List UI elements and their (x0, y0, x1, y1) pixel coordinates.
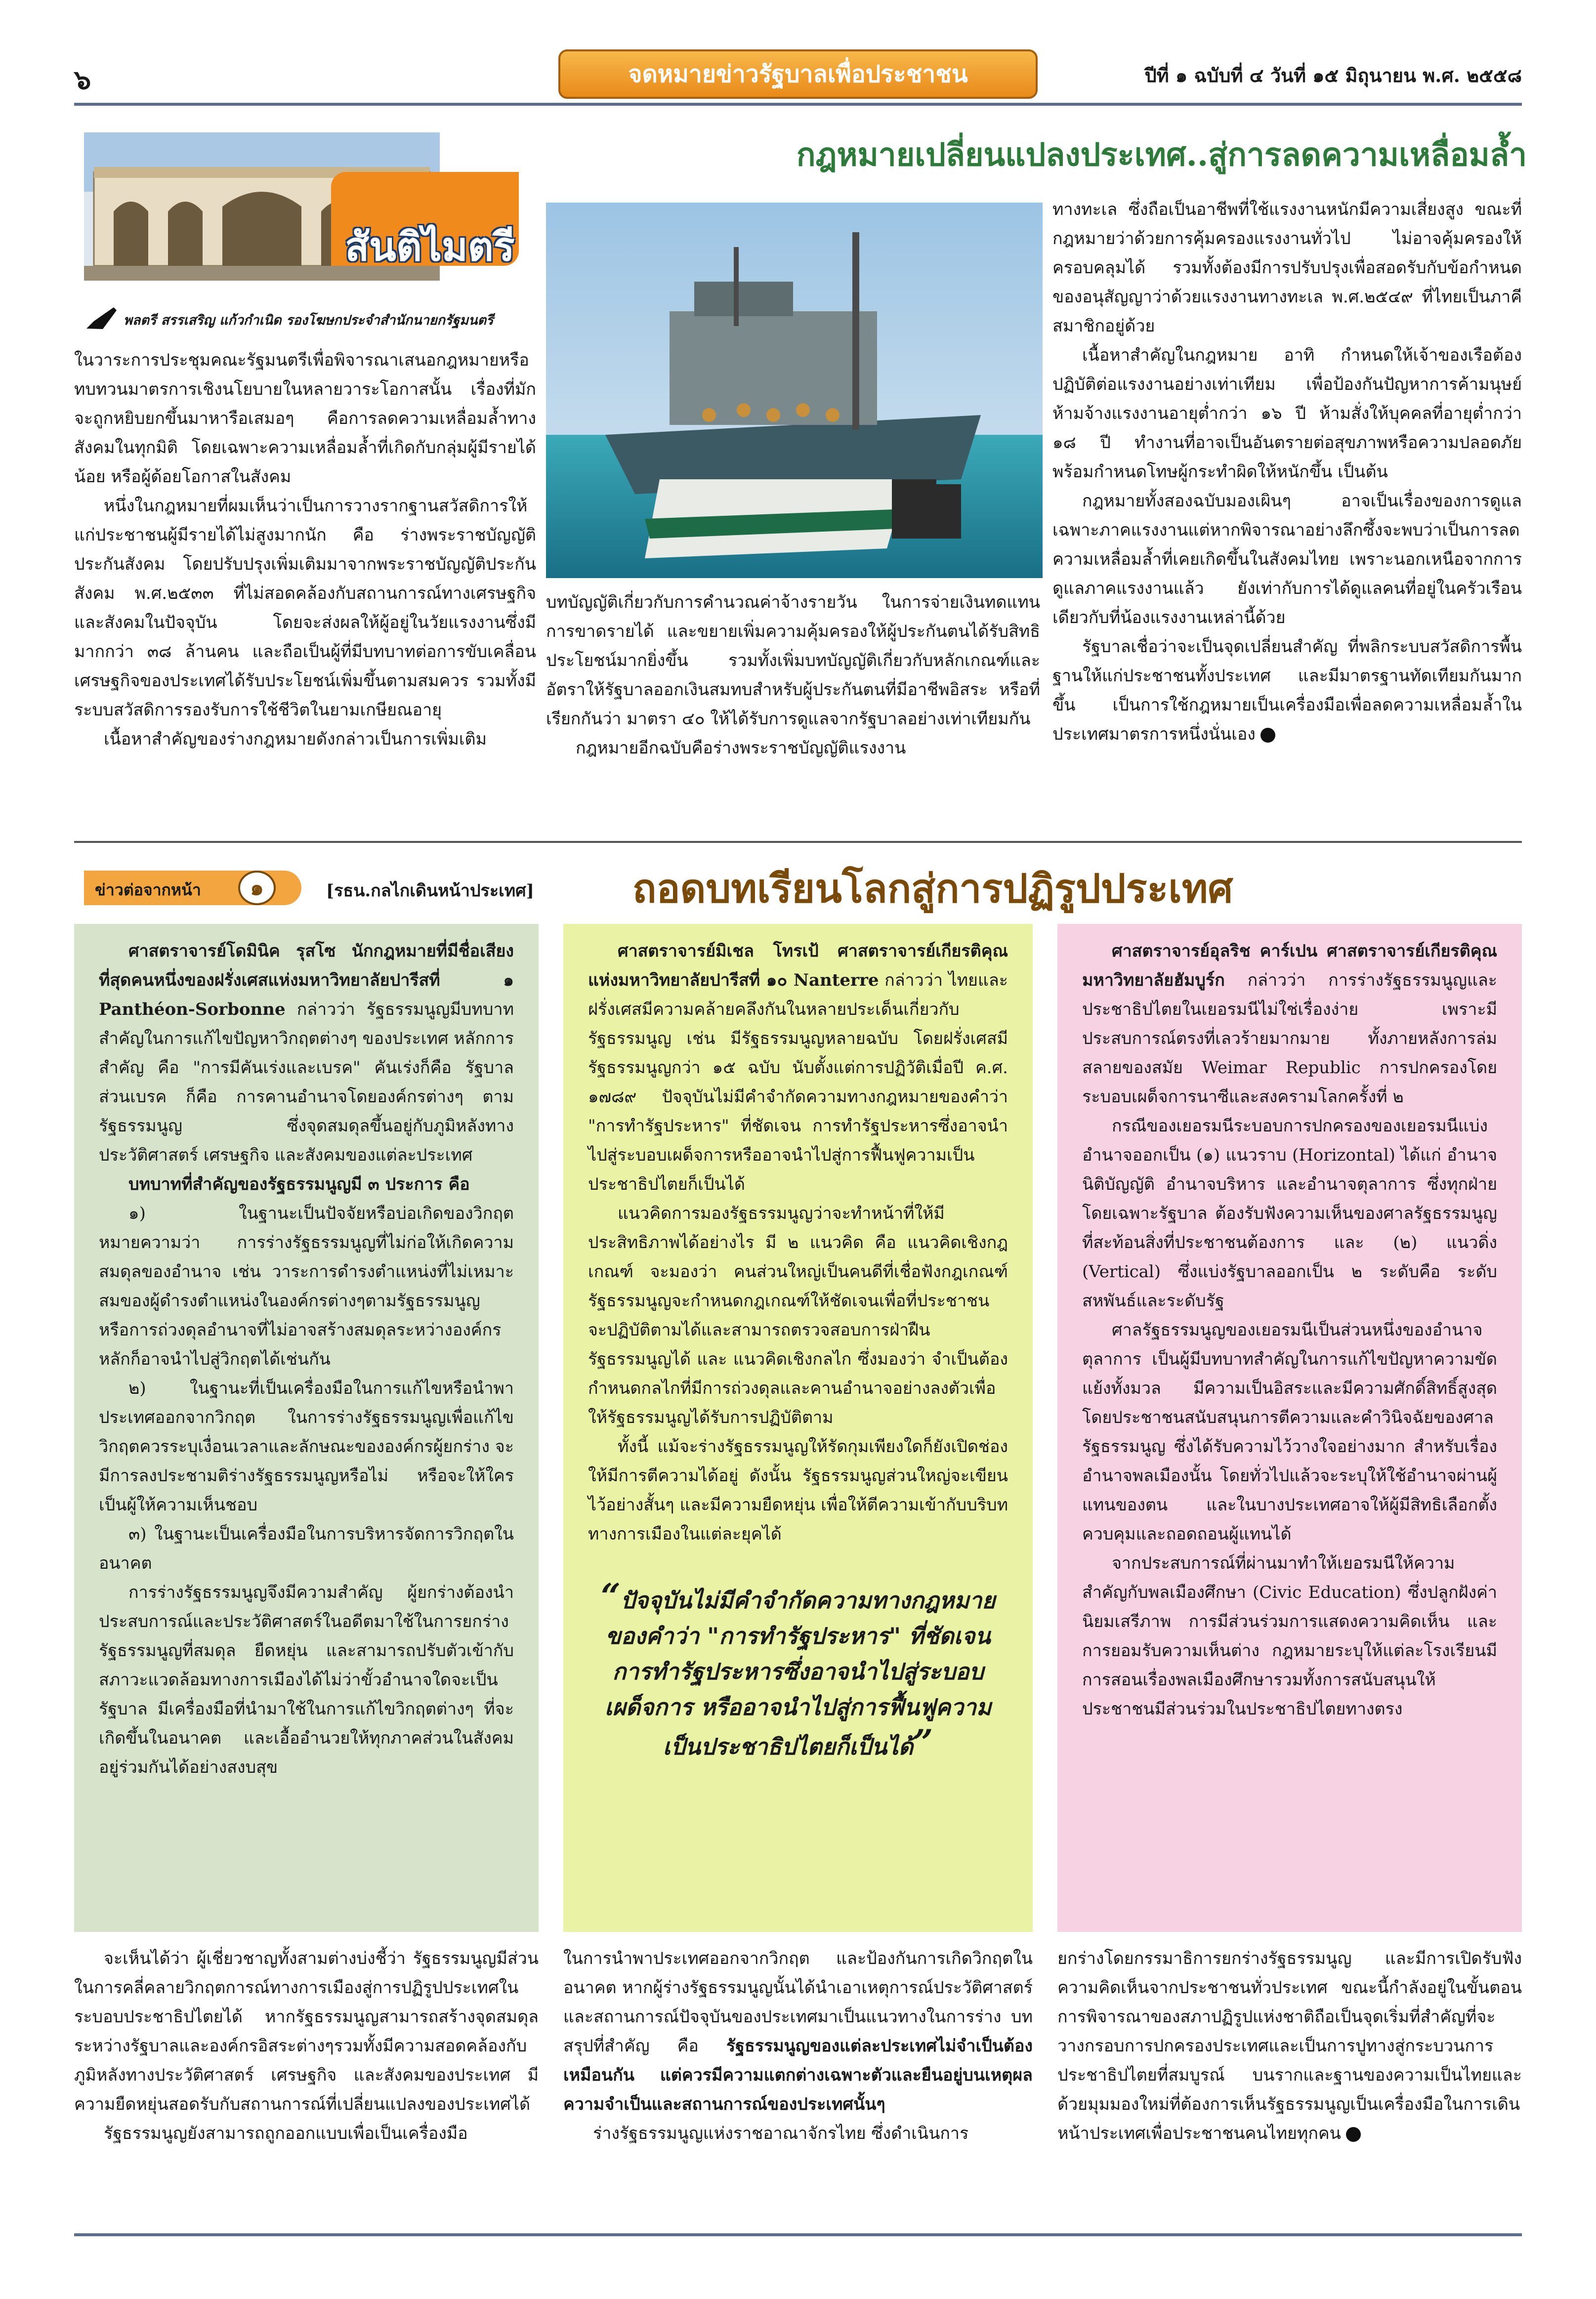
expert-box-1 (74, 924, 539, 1932)
article1-mid-para-1: บทบัญญัติเกี่ยวกับการคำนวณค่าจ้างรายวัน ในการจ่ายเงินทดแทนการขาดรายได้ และขยายเพิ่มความคุ้มครองให้ผู้ประกันตนได้รับสิทธิประโยชน์มากยิ่งขึ้น รวมทั้งเพิ่มบทบัญญัติเกี่ยวกับหลักเกณฑ์และอัตราให้รัฐบาลออกเงินสมทบสำหรับผู้ประกันตนที่มีอาชีพอิสระ หรือที่เรียกกันว่า มาตรา ๔๐ ให้ได้รับการดูแลจากรัฐบาลอย่างเท่าเทียมกัน (546, 592, 1040, 729)
article2-bottom-left (74, 1944, 539, 2148)
box1-para-2: ๒) ในฐานะที่เป็นเครื่องมือในการแก้ไขหรือนำพาประเทศออกจากวิกฤต ในการร่างรัฐธรรมนูญเพื่อแก้ไขวิกฤตควรระบุเงื่อนเวลาและลักษณะขององค์กรผู้ยกร่าง จะมีการลงประชามติร่างรัฐธรรมนูญหรือไม่ หรือจะให้ใครเป็นผู้ให้ความเห็นชอบ (99, 1379, 514, 1515)
bottom-mid-bold: รัฐธรรมนูญของแต่ละประเทศไม่จำเป็นต้องเหมือนกัน แต่ควรมีความแตกต่างเฉพาะตัวและยืนอยู่บนเหตุผลความจำเป็นและสถานการณ์ของประเทศนั้นๆ (563, 2036, 1033, 2114)
newsletter-banner (558, 49, 1038, 99)
box3-lead (1082, 937, 1497, 1112)
quote-close-mark: ” (913, 1722, 933, 1763)
article1-right-column (1052, 195, 1522, 749)
box2-para-1: แนวคิดการมองรัฐธรรมนูญว่าจะทำหน้าที่ให้มีประสิทธิภาพได้อย่างไร มี ๒ แนวคิด คือ แนวคิดเชิงกฎเกณฑ์ จะมองว่า คนส่วนใหญ่เป็นคนดีที่เชื่อฟังกฎเกณฑ์ รัฐธรรมนูญจะกำหนดกฎเกณฑ์ให้ชัดเจนเพื่อที่ประชาชนจะปฏิบัติตามได้และสามารถตรวจสอบการฝ่าฝืนรัฐธรรมนูญได้ และ แนวคิดเชิงกลไก ซึ่งมองว่า จำเป็นต้องกำหนดกลไกที่มีการถ่วงดุลและคานอำนาจอย่างลงตัวเพื่อให้รัฐธรรมนูญได้รับการปฏิบัติตาม (588, 1204, 1008, 1427)
footer-rule (74, 2233, 1522, 2236)
box3-para-2: ศาลรัฐธรรมนูญของเยอรมนีเป็นส่วนหนึ่งของอำนาจตุลาการ เป็นผู้มีบทบาทสำคัญในการแก้ไขปัญหาความขัดแย้งทั้งมวล มีความเป็นอิสระและมีความศักดิ์สิทธิ์สูงสุด โดยประชาชนสนับสนุนการตีความและคำวินิจฉัยของศาลรัฐธรรมนูญ ซึ่งได้รับความไว้วางใจอย่างมาก สำหรับเรื่องอำนาจพลเมืองนั้น โดยทั่วไปแล้วจะระบุให้ใช้อำนาจผ่านผู้แทนของตน และในบางประเทศอาจให้ผู้มีสิทธิเลือกตั้งควบคุมและถอดถอนผู้แทนได้ (1082, 1320, 1497, 1544)
page-number: ๖ (74, 64, 91, 95)
box2-para-2: ทั้งนี้ แม้จะร่างรัฐธรรมนูญให้รัดกุมเพียงใดก็ยังเปิดช่องให้มีการตีความได้อยู่ ดังนั้น รัฐธรรมนูญส่วนใหญ่จะเขียนไว้อย่างสั้นๆ และมีความยืดหยุ่น เพื่อให้ตีความเข้ากับบริบททางการเมืองในแต่ละยุคได้ (588, 1437, 1008, 1544)
bottom-mid-para-2: ร่างรัฐธรรมนูญแห่งราชอาณาจักรไทย ซึ่งดำเนินการ (593, 2124, 969, 2143)
article1-right-para-1: ทางทะเล ซึ่งถือเป็นอาชีพที่ใช้แรงงานหนักมีความเสี่ยงสูง ขณะที่กฎหมายว่าด้วยการคุ้มครองแรงงานทั่วไป ไม่อาจคุ้มครองให้ครอบคลุมได้ รวมทั้งต้องมีการปรับปรุงเพื่อสอดรับกับข้อกำหนดของอนุสัญญาว่าด้วยแรงงานทางทะเล พ.ศ.๒๕๔๙ ที่ไทยเป็นภาคีสมาชิกอยู่ด้วย (1052, 200, 1522, 336)
continued-number: ๑ (238, 871, 276, 905)
article1-left-para-3: เนื้อหาสำคัญของร่างกฎหมายดังกล่าวเป็นการเพิ่มเติม (104, 729, 487, 749)
bottom-left-para-2: รัฐธรรมนูญยังสามารถถูกออกแบบเพื่อเป็นเครื่องมือ (104, 2124, 468, 2143)
section-divider (74, 841, 1522, 843)
fishing-boat-photo (546, 203, 1043, 578)
article1-left-column (74, 346, 536, 754)
banner-text: จดหมายข่าวรัฐบาลเพื่อประชาชน (628, 60, 968, 88)
column-badge (84, 132, 529, 300)
box1-para-3: ๓) ในฐานะเป็นเครื่องมือในการบริหารจัดการวิกฤตในอนาคต (99, 1524, 514, 1573)
pen-icon (84, 306, 119, 331)
article1-right-para-2: เนื้อหาสำคัญในกฎหมาย อาทิ กำหนดให้เจ้าของเรือต้องปฏิบัติต่อแรงงานอย่างเท่าเทียม เพื่อป้องกันปัญหาการค้ามนุษย์ ห้ามจ้างแรงงานอายุต่ำกว่า ๑๖ ปี ห้ามสั่งให้บุคคลที่อายุต่ำกว่า ๑๘ ปี ทำงานที่อาจเป็นอันตรายต่อสุขภาพหรือความปลอดภัย พร้อมกำหนดโทษผู้กระทำผิดให้หนักขึ้น เป็นต้น (1052, 345, 1522, 482)
article1-left-para-2: หนึ่งในกฎหมายที่ผมเห็นว่าเป็นการวางรากฐานสวัสดิการให้แก่ประชาชนผู้มีรายได้ไม่สูงมากนัก คือ ร่างพระราชบัญญัติประกันสังคม โดยปรับปรุงเพิ่มเติมมาจากพระราชบัญญัติประกันสังคม พ.ศ.๒๕๓๓ ที่ไม่สอดคล้องกับสถานการณ์ทางเศรษฐกิจและสังคมในปัจจุบัน โดยจะส่งผลให้ผู้อยู่ในวัยแรงงานซึ่งมีมากกว่า ๓๘ ล้านคน และถือเป็นผู้ที่มีบทบาทต่อการขับเคลื่อนเศรษฐกิจของประเทศได้รับประโยชน์เพิ่มขึ้นตามสมควร รวมทั้งมีระบบสวัสดิการรองรับการใช้ชีวิตในยามเกษียณอายุ (74, 496, 536, 720)
article1-title: กฎหมายเปลี่ยนแปลงประเทศ..สู่การลดความเหลื่อมล้ำ (796, 136, 1527, 173)
box2-lead-name: ศาสตราจารย์มิเชล โทรเป้ ศาสตราจารย์เกียรติคุณแห่งมหาวิทยาลัยปารีสที่ ๑๐ Nanterre (588, 941, 1008, 990)
box2-lead-text: กล่าวว่า ไทยและฝรั่งเศสมีความคล้ายคลึงกันในหลายประเด็นเกี่ยวกับรัฐธรรมนูญ เช่น มีรัฐธรรมนูญหลายฉบับ โดยฝรั่งเศสมีรัฐธรรมนูญกว่า ๑๕ ฉบับ นับตั้งแต่การปฏิวัติเมื่อปี ค.ศ. ๑๗๘๙ ปัจจุบันไม่มีคำจำกัดความทางกฎหมายของคำว่า "การทำรัฐประหาร" ที่ชัดเจน การทำรัฐประหารซึ่งอาจนำไปสู่ระบอบเผด็จการหรืออาจนำไปสู่การฟื้นฟูความเป็นประชาธิปไตยก็เป็นได้ (588, 970, 1008, 1194)
continued-label: ข่าวต่อจากหน้า (95, 880, 201, 899)
article1-right-para-4-text: รัฐบาลเชื่อว่าจะเป็นจุดเปลี่ยนสำคัญ ที่พลิกระบบสวัสดิการพื้นฐานให้แก่ประชาชนทั้งประเทศ และมีมาตรฐานทัดเทียมกันมากขึ้น เป็นการใช้กฎหมายเป็นเครื่องมือเพื่อลดความเหลื่อมล้ำในประเทศมาตรการหนึ่งนั่นเอง (1052, 637, 1522, 744)
pull-quote (588, 1576, 1008, 1764)
box1-lead-text: กล่าวว่า รัฐธรรมนูญมีบทบาทสำคัญในการแก้ไขปัญหาวิกฤตต่างๆ ของประเทศ หลักการสำคัญ คือ "การมีคันเร่งและเบรค" คันเร่งก็คือ รัฐบาล ส่วนเบรค ก็คือ การคานอำนาจโดยองค์กรต่างๆ ตามรัฐธรรมนูญ ซึ่งจุดสมดุลขึ้นอยู่กับภูมิหลังทางประวัติศาสตร์ เศรษฐกิจ และสังคมของแต่ละประเทศ (99, 1000, 514, 1165)
box3-lead-name: ศาสตราจารย์อุลริช คาร์เปน ศาสตราจารย์เกียรติคุณ มหาวิทยาลัยฮัมบูร์ก (1082, 941, 1497, 990)
end-bullet-icon (1346, 2127, 1361, 2142)
box1-lead-name: ศาสตราจารย์โดมินิค รุสโซ นักกฎหมายที่มีชื่อเสียงที่สุดคนหนึ่งของฝรั่งเศสแห่งมหาวิทยาลัยปารีสที่ ๑ Panthéon-Sorbonne (99, 941, 514, 1019)
box1-para-4: การร่างรัฐธรรมนูญจึงมีความสำคัญ ผู้ยกร่างต้องนำประสบการณ์และประวัติศาสตร์ในอดีตมาใช้ในการยกร่างรัฐธรรมนูญที่สมดุล ยืดหยุ่น และสามารถปรับตัวเข้ากับสภาวะแวดล้อมทางการเมืองได้ไม่ว่าขั้วอำนาจใดจะเป็นรัฐบาล มีเครื่องมือที่นำมาใช้ในการแก้ไขวิกฤตต่างๆ ที่จะเกิดขึ้นในอนาคต และเอื้ออำนวยให้ทุกภาคส่วนในสังคมอยู่ร่วมกันได้อย่างสงบสุข (99, 1583, 514, 1777)
expert-box-3 (1057, 924, 1522, 1932)
article2-bottom-mid (563, 1944, 1033, 2148)
box3-para-3: จากประสบการณ์ที่ผ่านมาทำให้เยอรมนีให้ความสำคัญกับพลเมืองศึกษา (Civic Education) ซึ่งปลูกฝังค่านิยมเสรีภาพ การมีส่วนร่วมการแสดงความคิดเห็น และการยอมรับความเห็นต่าง กฎหมายระบุให้แต่ละโรงเรียนมีการสอนเรื่องพลเมืองศึกษารวมทั้งการสนับสนุนให้ประชาชนมีส่วนร่วมในประชาธิปไตยทางตรง (1082, 1553, 1497, 1719)
article2-title: ถอดบทเรียนโลกสู่การปฏิรูปประเทศ (632, 865, 1233, 912)
issue-line: ปีที่ ๑ ฉบับที่ ๔ วันที่ ๑๕ มิถุนายน พ.ศ. ๒๕๕๘ (1144, 64, 1522, 86)
article1-right-para-4 (1052, 632, 1522, 749)
continued-section: [รธน.กลไกเดินหน้าประเทศ] (326, 881, 534, 901)
box1-lead (99, 937, 514, 1170)
box2-lead (588, 937, 1008, 1199)
byline (84, 306, 529, 331)
bottom-right-text: ยกร่างโดยกรรมาธิการยกร่างรัฐธรรมนูญ และมีการเปิดรับฟังความคิดเห็นจากประชาชนทั่วประเทศ ขณะนี้กำลังอยู่ในขั้นตอนการพิจารณาของสภาปฏิรูปแห่งชาติถือเป็นจุดเริ่มที่สำคัญที่จะวางกรอบการปกครองประเทศและเป็นการปูทางสู่กระบวนการประชาธิปไตยที่สมบูรณ์ บนรากและฐานของความเป็นไทยและด้วยมุมมองใหม่ที่ต้องการเห็นรัฐธรรมนูญเป็นเครื่องมือในการเดินหน้าประเทศเพื่อประชาชนคนไทยทุกคน (1057, 1949, 1522, 2143)
box3-para-1: กรณีของเยอรมนีระบอบการปกครองของเยอรมนีแบ่งอำนาจออกเป็น (๑) แนวราบ (Horizontal) ได้แก่ อำนาจนิติบัญญัติ อำนาจบริหาร และอำนาจตุลาการ ซึ่งทุกฝ่ายโดยเฉพาะรัฐบาล ต้องรับฟังความเห็นของศาลรัฐธรรมนูญที่สะท้อนสิ่งที่ประชาชนต้องการ และ (๒) แนวดิ่ง (Vertical) ซึ่งแบ่งรัฐบาลออกเป็น ๒ ระดับคือ ระดับสหพันธ์และระดับรัฐ (1082, 1116, 1497, 1311)
article1-mid-column (546, 588, 1040, 763)
expert-box-2 (563, 924, 1033, 1932)
article1-mid-para-2: กฎหมายอีกฉบับคือร่างพระราชบัญญัติแรงงาน (576, 738, 906, 758)
byline-text: พลตรี สรรเสริญ แก้วกำเนิด รองโฆษกประจำสำนักนายกรัฐมนตรี (124, 313, 494, 328)
column-label: สันติไมตรี (345, 223, 515, 270)
box1-para-1: ๑) ในฐานะเป็นปัจจัยหรือบ่อเกิดของวิกฤต หมายความว่า การร่างรัฐธรรมนูญที่ไม่ก่อให้เกิดความสมดุลของอำนาจ เช่น วาระการดำรงตำแหน่งที่ไม่เหมาะสมของผู้ดำรงตำแหน่งในองค์กรต่างๆตามรัฐธรรมนูญ หรือการถ่วงดุลอำนาจที่ไม่อาจสร้างสมดุลระหว่างองค์กรหลักก็อาจนำไปสู่วิกฤตได้เช่นกัน (99, 1204, 514, 1369)
continued-tag (84, 871, 301, 905)
bottom-mid-text: ในการนำพาประเทศออกจากวิกฤต และป้องกันการเกิดวิกฤตในอนาคต หากผู้ร่างรัฐธรรมนูญนั้นได้นำเอาเหตุการณ์ประวัติศาสตร์ และสถานการณ์ปัจจุบันของประเทศมาเป็นแนวทางในการร่าง บทสรุปที่สำคัญ คือ (563, 1949, 1033, 2056)
bottom-mid-para-1 (563, 1944, 1033, 2119)
article1-right-para-3: กฎหมายทั้งสองฉบับมองเผินๆ อาจเป็นเรื่องของการดูแลเฉพาะภาคแรงงานแต่หากพิจารณาอย่างลึกซึ้งจะพบว่าเป็นการลดความเหลื่อมล้ำที่เคยเกิดขึ้นในสังคมไทย เพราะนอกเหนือจากการดูแลภาคแรงงานแล้ว ยังเท่ากับการได้ดูแลคนที่อยู่ในครัวเรือนเดียวกับที่น้องแรงงานเหล่านี้ด้วย (1052, 491, 1522, 627)
header-rule (74, 103, 1522, 106)
quote-open-mark: “ (600, 1576, 621, 1617)
end-bullet-icon (1260, 728, 1275, 743)
bottom-left-para-1: จะเห็นได้ว่า ผู้เชี่ยวชาญทั้งสามต่างบ่งชี้ว่า รัฐธรรมนูญมีส่วนในการคลี่คลายวิกฤตการณ์ทางการเมืองสู่การปฏิรูปประเทศในระบอบประชาธิปไตยได้ หากรัฐธรรมนูญสามารถสร้างจุดสมดุลระหว่างรัฐบาลและองค์กรอิสระต่างๆรวมทั้งมีความสอดคล้องกับภูมิหลังทางประวัติศาสตร์ เศรษฐกิจ และสังคมของประเทศ มีความยืดหยุ่นสอดรับกับสถานการณ์ที่เปลี่ยนแปลงของประเทศได้ (74, 1949, 539, 2114)
box1-subhead: บทบาทที่สำคัญของรัฐธรรมนูญมี ๓ ประการ คือ (128, 1174, 470, 1194)
bottom-right-para-1 (1057, 1944, 1522, 2148)
article2-bottom-right (1057, 1944, 1522, 2148)
pull-quote-text: ปัจจุบันไม่มีคำจำกัดความทางกฎหมายของคำว่า "การทำรัฐประหาร" ที่ชัดเจน การทำรัฐประหารซึ่งอาจนำไปสู่ระบอบเผด็จการ หรืออาจนำไปสู่การฟื้นฟูความเป็นประชาธิปไตยก็เป็นได้ (604, 1587, 996, 1760)
box3-lead-text: กล่าวว่า การร่างรัฐธรรมนูญและประชาธิปไตยในเยอรมนีไม่ใช่เรื่องง่าย เพราะมีประสบการณ์ตรงที่เลวร้ายมากมาย ทั้งภายหลังการล่มสลายของสมัย Weimar Republic การปกครองโดยระบอบเผด็จการนาซีและสงครามโลกครั้งที่ ๒ (1082, 970, 1497, 1107)
article1-left-para-1: ในวาระการประชุมคณะรัฐมนตรีเพื่อพิจารณาเสนอกฎหมายหรือทบทวนมาตรการเชิงนโยบายในหลายวาระโอกาสนั้น เรื่องที่มักจะถูกหยิบยกขึ้นมาหารือเสมอๆ คือการลดความเหลื่อมล้ำทางสังคมในทุกมิติ โดยเฉพาะความเหลื่อมล้ำที่เกิดกับกลุ่มผู้มีรายได้น้อย หรือผู้ด้อยโอกาสในสังคม (74, 350, 536, 487)
